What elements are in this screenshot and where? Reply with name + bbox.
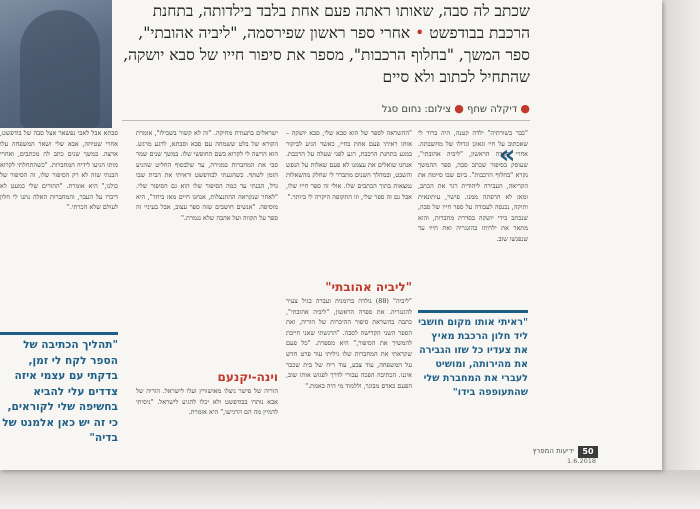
byline [258,102,530,118]
pullquote-1-rule [418,310,528,313]
header-divider [122,120,530,121]
column-1 [418,128,528,300]
pullquote-1: "ראיתי אותו מקום חושבי ליד חלון הרכבת מאיץ את צעדיו כל שזו הגבירה את מהירותה, ומושיט לעברי את המחברת שלי שהתעופפה בידו" [418,317,528,398]
intro-text-2: אחרי ספר ראשון שפירסמה, "ליביה אהובתי", ספר המשך, "בחלוף הרכבות", מספר את סיפור חייו של סבא יושקה, שהתחיל לכתוב ולא סיים [123,24,530,86]
chevron-double-left-icon: « [498,140,516,170]
column-6-text: סבתא אבל לאבי נפשאר אצל סבה של בודפשט, אחרי שטיחה, אבא שלי ושאר המשפחה עלו ארצה. במשך שנים כתב לה מכתבים, ואחרי מותו הגיעו לידיה המחברות. "כשהתחלתי לקרוא הבנתי שזה לא רק הסיפור שלו, זה הסיפור של כולנו," היא אומרת. "ההורים שלי כמעט לא דיברו על העבר, והמחברות האלה נתנו לי חלון לעולם שלא הכרתי." [0,129,118,212]
page-fold [662,0,700,509]
footer-publication: ידיעות המפרץ [532,447,574,455]
page-bottom-edge [0,470,700,509]
column-2-text: "ההשראה לספר של הוא סבא שלי, סבא יושקה – אותו ראיתי פעם אחת בחיי, כאשר הגיע לביקור במגע בתחנת הרכבת, רגע לפני שעלה על הרכבת. אנחנו שואלים את עצמנו לא פעם שאלות על הנפש והשבט, ובמהלך השנים מתברר לי שחלק מהשאלות נמצאות בתוך הכתבים שלו. אולי זה ספר חייו שלו, אבל גם זה ספר שלי, וזו התקופה היקרה לי ביותר." [286,129,412,201]
pullquote-2: "תהליך הכתיבה של הספר לקח לי זמן, בדקתי עם עצמי איזה צדדים עלי להביא בחשיפה שלי לקוראים, כי זה יש כאן אלמנט של בדיה" [2,339,118,444]
article-intro [122,0,530,90]
column-5-text: הוריה של פישר ניצלו מאושוויץ ועלו לישראל. הוריה של אבא נותרו בבודפשט ולא יכלו להגיע לישראל. "ניסיתי לדמיין מה הם הרגישו," היא אומרת. [136,387,278,417]
byline-dot-icon: ● [520,102,530,115]
byline-dot-icon-2: ● [454,102,464,115]
byline-photo: צילום: נחום סגל [381,104,452,115]
photo-figure [20,10,100,128]
column-4-text: "ליביה" (88) נולדה ברומניה ועברה בגיל צעיר להונגריה. את ספרה הראשון, "ליביה אהובתי", כתבה בהשראת סיפור ההיכרות של הוריה, ואת הספר השני הקדישה לסבה. "הרגשתי שאני חייבת להמשיך את הסיפור," היא מספרת. "כל פעם שקראתי את המחברות שלו גיליתי עוד פרט חדש על המשפחה, עוד צבע, עוד ריח של בית שכבר איננו. הכתיבה הפכה עבורי לדרך לפגוש אותו שוב, הפעם כאדם מבוגר, וללמוד מי היה באמת." [286,297,412,390]
subhead-vienna-yokneam: וינה-יקנעם [217,370,278,384]
author-photo [0,0,112,128]
column-2 [286,128,412,280]
column-4 [286,296,412,450]
intro-bullet: • [415,24,425,42]
intro-text-1: שכתב לה סבה, שאותו ראתה פעם אחת בלבד בילדותה, בתחנת הרכבת בבודפשט [152,2,530,42]
column-6 [0,128,118,323]
column-5 [136,386,278,450]
column-3 [136,128,278,368]
footer-date: 1.6.2018 [567,457,596,465]
pullquote-2-rule [0,332,118,335]
column-1-text: "כבר בשורתיה" ילדה קטנה, היה ברור לי שאכתוב על חיי וגאוגן וגדולו של מחשבתה. אחרי ספרה הראשון, "ליביה אהובתי", שעוסק בסיפור שכתב סבה, ספר ההמשך נקרא "בחלוף הרכבות". ביום שבו סיימה את הקריאה, העבירה ליהודית רגר את הכתב, ומאז לא הרפתה ממנו. פישר, עיתונאית ותיקה, נכנסה לעבודה על ספר חייו של סבה, שנכתב בידי יושקה בסדרת מחברות, והוא מתאר את ילדותו בהונגריה ואת חייו עד שנפגשו שוב. [418,129,528,243]
column-3-text: ישראלים בתעודת מחיקה. "זה לא קשור בשבילו", אומרת הקורא של בלט ששמחה עם סבא וסבתא, לרגע מרגש. הוא הרשה לי לקרוא בשם החופשי שלו. במשך שנים שמר סבי את המחברות במגירה, עד שלבסוף החליט שהגיע הזמן לשתף. כשהגעתי לבודפשט וראיתי את הבית שבו גדל, הבנתי עד כמה הסיפור שלו הוא גם הסיפור שלי. "לאחר שנקראה ההתנצלות, אנחנו חיים מאז ביחד", היא מוסיפה. "אנשים חושבים שזה ספר עצוב, אבל בעיניי זה ספר על תקווה ועל אהבה שלא נגמרת." [136,129,278,222]
subhead-livia: "ליביה אהובתי" [325,280,412,294]
page-number: 50 [578,446,598,458]
byline-author: דיקלה שחף [467,104,518,115]
